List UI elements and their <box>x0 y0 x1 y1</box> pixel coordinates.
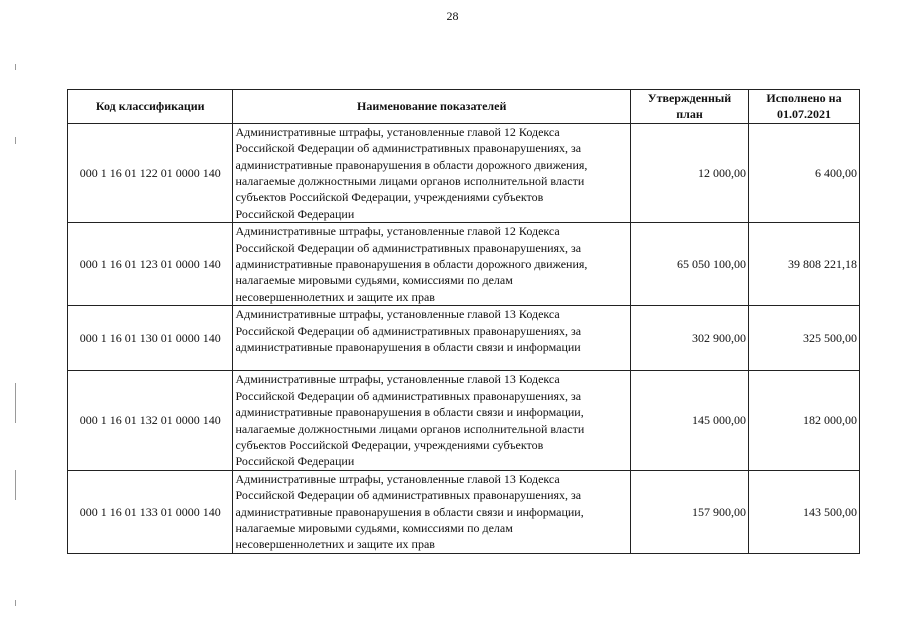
table-row <box>68 470 860 553</box>
indicator-line: административные правонарушения в области связи и информации, <box>235 504 584 519</box>
header-executed <box>748 90 859 124</box>
plan-value: 65 050 100,00 <box>630 223 748 306</box>
executed-value: 182 000,00 <box>748 371 859 470</box>
table-row <box>68 223 860 306</box>
indicator-line: Российской Федерации <box>235 206 355 221</box>
indicator-name <box>233 470 631 553</box>
indicator-line: налагаемые мировыми судьями, комиссиями по делам <box>235 520 513 535</box>
classification-code: 000 1 16 01 123 01 0000 140 <box>68 223 233 306</box>
classification-code: 000 1 16 01 130 01 0000 140 <box>68 306 233 371</box>
indicator-line: налагаемые должностными лицами органов исполнительной власти <box>235 421 585 436</box>
indicator-line: административные правонарушения в области связи и информации, <box>235 405 584 420</box>
indicator-line: Российской Федерации об административных правонарушениях, за <box>235 323 582 338</box>
header-code: Код классификации <box>68 90 233 124</box>
indicator-line: административные правонарушения в области дорожного движения, <box>235 257 588 272</box>
plan-value: 302 900,00 <box>630 306 748 371</box>
table-row <box>68 306 860 371</box>
header-name: Наименование показателей <box>233 90 631 124</box>
classification-code: 000 1 16 01 132 01 0000 140 <box>68 371 233 470</box>
indicator-line: несовершеннолетних и защите их прав <box>235 289 435 304</box>
plan-value: 157 900,00 <box>630 470 748 553</box>
indicator-line: Российской Федерации об административных правонарушениях, за <box>235 240 582 255</box>
revenue-table <box>67 89 860 554</box>
indicator-line: субъектов Российской Федерации, учреждениями субъектов <box>235 437 544 452</box>
executed-value: 39 808 221,18 <box>748 223 859 306</box>
scan-mark <box>15 383 16 423</box>
indicator-name <box>233 371 631 470</box>
plan-value: 12 000,00 <box>630 123 748 222</box>
indicator-line: Российской Федерации об административных правонарушениях, за <box>235 388 582 403</box>
executed-value: 6 400,00 <box>748 123 859 222</box>
scan-mark <box>15 470 16 500</box>
header-executed-line2: 01.07.2021 <box>776 107 831 122</box>
table-row <box>68 371 860 470</box>
scan-mark <box>15 137 16 144</box>
indicator-name <box>233 123 631 222</box>
indicator-line: налагаемые мировыми судьями, комиссиями по делам <box>235 273 513 288</box>
indicator-line: налагаемые должностными лицами органов исполнительной власти <box>235 174 585 189</box>
indicator-line: Российской Федерации об административных правонарушениях, за <box>235 488 582 503</box>
header-plan-line1: Утвержденный <box>647 91 732 105</box>
executed-value: 325 500,00 <box>748 306 859 371</box>
indicator-line: Российской Федерации об административных правонарушениях, за <box>235 141 582 156</box>
header-plan <box>630 90 748 124</box>
classification-code: 000 1 16 01 133 01 0000 140 <box>68 470 233 553</box>
plan-value: 145 000,00 <box>630 371 748 470</box>
indicator-line: Административные штрафы, установленные главой 13 Кодекса <box>235 307 560 322</box>
indicator-line: Административные штрафы, установленные главой 13 Кодекса <box>235 372 560 387</box>
scan-mark <box>15 64 16 70</box>
indicator-line: Административные штрафы, установленные главой 12 Кодекса <box>235 124 560 139</box>
executed-value: 143 500,00 <box>748 470 859 553</box>
indicator-name <box>233 223 631 306</box>
header-row <box>68 90 860 124</box>
scan-mark <box>15 600 16 606</box>
indicator-line: Российской Федерации <box>235 454 355 469</box>
page-number: 28 <box>446 9 459 23</box>
header-plan-line2: план <box>676 107 703 122</box>
indicator-line: субъектов Российской Федерации, учреждениями субъектов <box>235 190 544 205</box>
indicator-line: административные правонарушения в области дорожного движения, <box>235 157 588 172</box>
indicator-line: несовершеннолетних и защите их прав <box>235 537 435 552</box>
indicator-line: административные правонарушения в области связи и информации <box>235 340 581 355</box>
indicator-line: Административные штрафы, установленные главой 12 Кодекса <box>235 224 560 239</box>
indicator-name <box>233 306 631 371</box>
header-executed-line1: Исполнено на <box>766 91 842 105</box>
table-row <box>68 123 860 222</box>
classification-code: 000 1 16 01 122 01 0000 140 <box>68 123 233 222</box>
indicator-line: Административные штрафы, установленные главой 13 Кодекса <box>235 471 560 486</box>
